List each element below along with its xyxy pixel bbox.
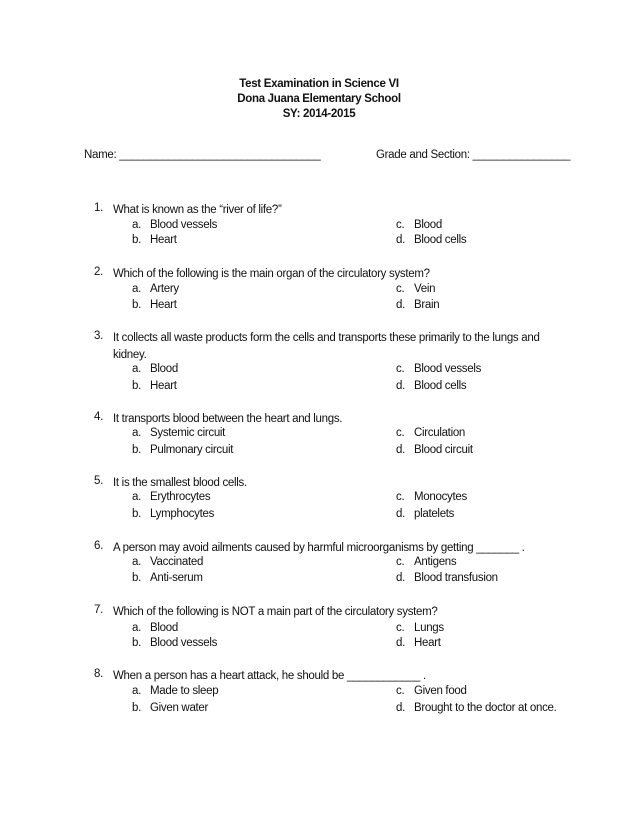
school-name: Dona Juana Elementary School xyxy=(237,93,401,105)
option-d: d. Brain xyxy=(396,299,440,311)
name-field: Name: _________________________________ xyxy=(84,149,321,161)
option-d: d. platelets xyxy=(396,508,455,520)
question-number: 4. xyxy=(94,411,103,423)
option-d: d. Blood cells xyxy=(396,234,467,246)
question-number: 8. xyxy=(94,668,103,680)
question-number: 6. xyxy=(94,540,103,552)
question-text: It collects all waste products form the cells and transports these primarily to the lungs and kidney. xyxy=(113,332,540,361)
option-b: b. Heart xyxy=(132,380,177,392)
school-year: SY: 2014-2015 xyxy=(282,108,356,120)
question-number: 3. xyxy=(94,330,103,342)
exam-title: Test Examination in Science VI xyxy=(239,78,399,90)
option-b: b. Heart xyxy=(132,234,177,246)
option-c: c. Vein xyxy=(396,283,436,295)
question-text: When a person has a heart attack, he should be ____________ . xyxy=(113,670,426,682)
option-d: d. Blood cells xyxy=(396,380,467,392)
option-d: d. Heart xyxy=(396,637,441,649)
question-text: What is known as the “river of life?” xyxy=(113,204,282,216)
question-text: It is the smallest blood cells. xyxy=(113,477,247,489)
question-number: 2. xyxy=(94,266,103,278)
option-c: c. Given food xyxy=(396,685,467,697)
question-text: A person may avoid ailments caused by harmful microorganisms by getting _______ . xyxy=(113,542,525,554)
option-a: a. Erythrocytes xyxy=(132,491,211,503)
option-a: a. Made to sleep xyxy=(132,685,219,697)
option-b: b. Anti-serum xyxy=(132,572,203,584)
option-d: d. Blood circuit xyxy=(396,444,473,456)
question-text: Which of the following is the main organ of the circulatory system? xyxy=(113,268,430,280)
option-c: c. Monocytes xyxy=(396,491,467,503)
option-c: c. Antigens xyxy=(396,556,457,568)
option-c: c. Blood vessels xyxy=(396,363,482,375)
option-a: a. Blood vessels xyxy=(132,219,218,231)
question-number: 7. xyxy=(94,604,103,616)
option-b: b. Blood vessels xyxy=(132,637,218,649)
grade-section-field: Grade and Section: ________________ xyxy=(376,149,571,161)
option-d: d. Brought to the doctor at once. xyxy=(396,702,557,714)
question-number: 5. xyxy=(94,475,103,487)
option-d: d. Blood transfusion xyxy=(396,572,498,584)
option-a: a. Artery xyxy=(132,283,179,295)
option-b: b. Pulmonary circuit xyxy=(132,444,234,456)
question-number: 1. xyxy=(94,202,103,214)
option-c: c. Lungs xyxy=(396,622,444,634)
option-a: a. Blood xyxy=(132,363,178,375)
option-c: c. Circulation xyxy=(396,427,466,439)
option-a: a. Systemic circuit xyxy=(132,427,226,439)
question-text: It transports blood between the heart and lungs. xyxy=(113,413,343,425)
option-a: a. Vaccinated xyxy=(132,556,204,568)
option-c: c. Blood xyxy=(396,219,442,231)
question-text: Which of the following is NOT a main part of the circulatory system? xyxy=(113,606,438,618)
option-a: a. Blood xyxy=(132,622,178,634)
option-b: b. Lymphocytes xyxy=(132,508,215,520)
option-b: b. Heart xyxy=(132,299,177,311)
option-b: b. Given water xyxy=(132,702,209,714)
